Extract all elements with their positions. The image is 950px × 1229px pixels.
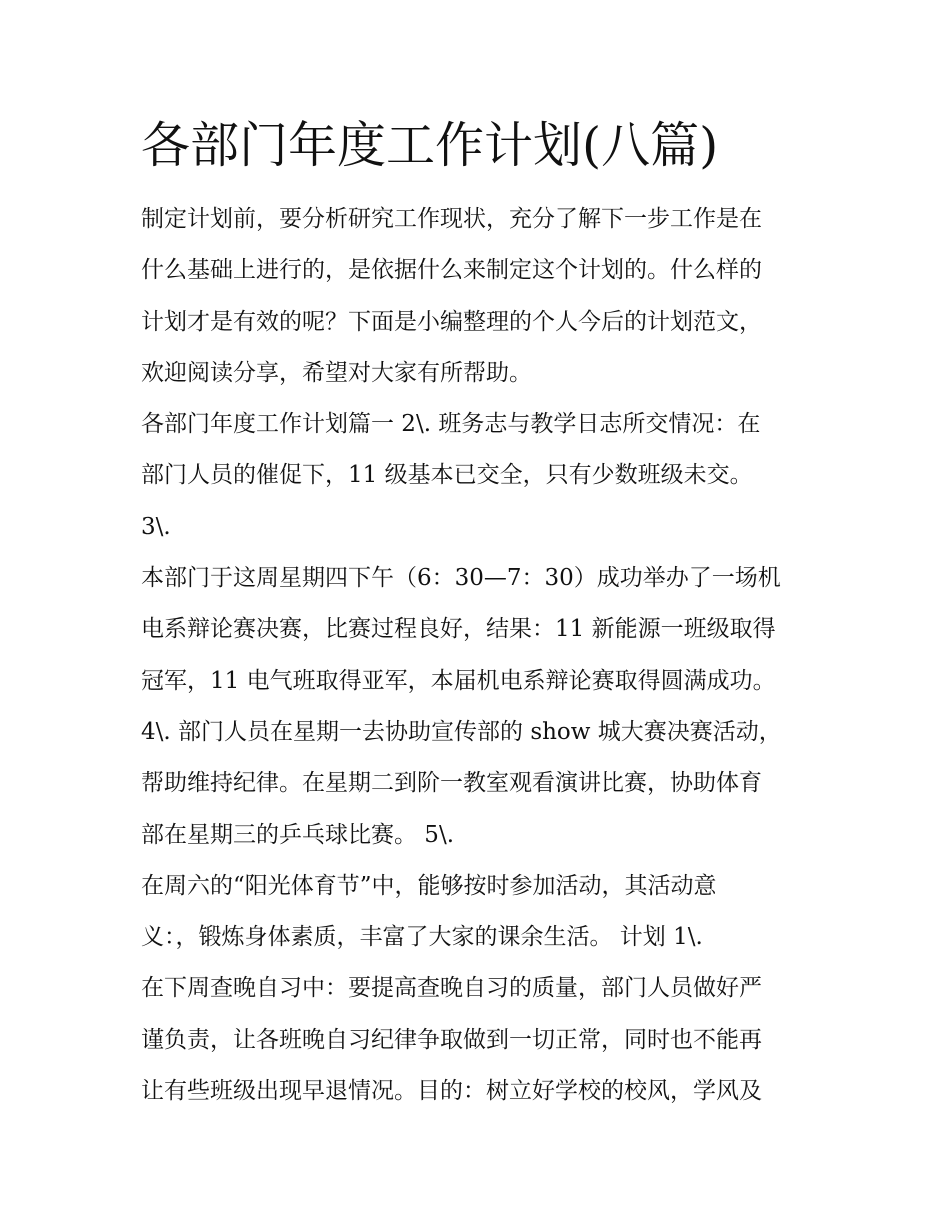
body-line: 什么基础上进行的，是依据什么来制定这个计划的。什么样的 xyxy=(141,257,762,284)
body-line: 各部门年度工作计划篇一 2\. 班务志与教学日志所交情况：在 xyxy=(141,411,761,438)
body-line: 制定计划前，要分析研究工作现状，充分了解下一步工作是在 xyxy=(141,206,762,232)
body-line: 计划才是有效的呢？下面是小编整理的个人今后的计划范文， xyxy=(141,308,762,335)
body-line: 在周六的“阳光体育节”中，能够按时参加活动，其活动意 xyxy=(141,872,717,899)
body-line: 部门人员的催促下，11 级基本已交全，只有少数班级未交。 xyxy=(141,462,753,489)
body-line: 电系辩论赛决赛，比赛过程良好，结果：11 新能源一班级取得 xyxy=(141,616,776,643)
body-line: 义：，锻炼身体素质，丰富了大家的课余生活。 计划 1\. xyxy=(141,924,703,951)
body-line: 本部门于这周星期四下午（6：30—7：30）成功举办了一场机 xyxy=(141,565,781,592)
body-line: 部在星期三的乒乓球比赛。 5\. xyxy=(141,821,455,848)
document-title: 各部门年度工作计划(八篇) xyxy=(141,117,719,174)
body-line: 让有些班级出现早退情况。目的：树立好学校的校风，学风及 xyxy=(141,1078,762,1105)
document-page xyxy=(141,112,821,1117)
body-line: 在下周查晚自习中：要提高查晚自习的质量，部门人员做好严 xyxy=(141,975,762,1002)
body-line: 冠军，11 电气班取得亚军，本届机电系辩论赛取得圆满成功。 xyxy=(141,667,776,694)
document-body xyxy=(141,194,821,1117)
body-line: 欢迎阅读分享，希望对大家有所帮助。 xyxy=(141,359,532,386)
body-line: 帮助维持纪律。在星期二到阶一教室观看演讲比赛，协助体育 xyxy=(141,770,762,797)
body-line: 4\. 部门人员在星期一去协助宣传部的 show 城大赛决赛活动， xyxy=(141,718,782,745)
body-line: 3\. xyxy=(141,513,171,540)
body-line: 谨负责，让各班晚自习纪律争取做到一切正常，同时也不能再 xyxy=(141,1026,762,1053)
